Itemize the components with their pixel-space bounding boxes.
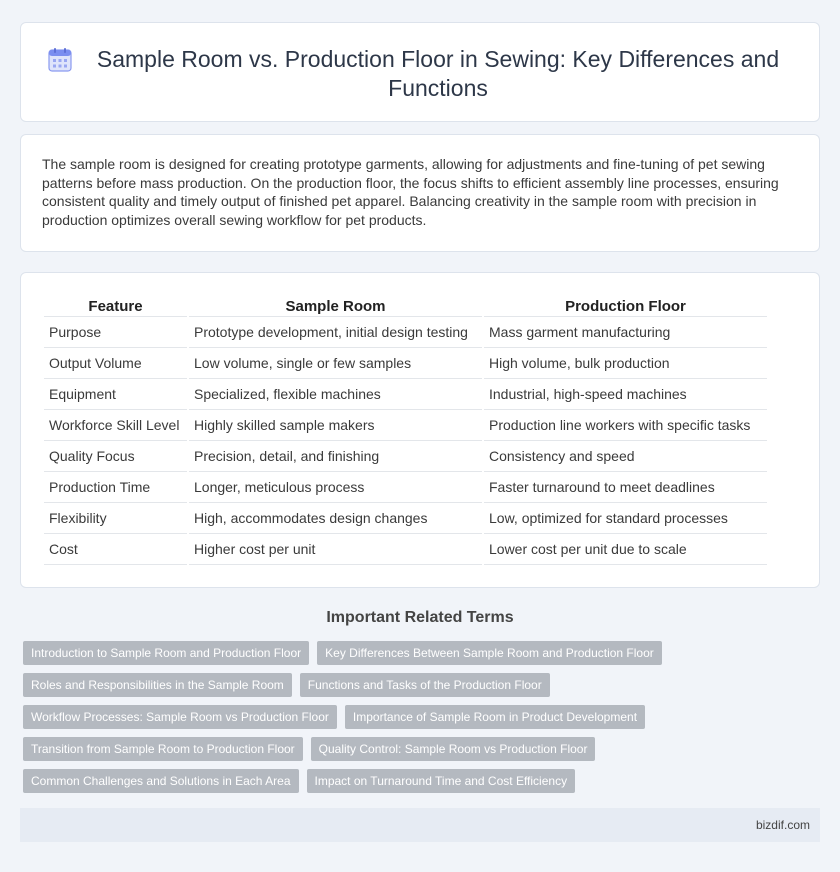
related-term-link[interactable]: Key Differences Between Sample Room and Production Floor [317, 641, 662, 665]
related-terms-row [23, 641, 823, 665]
table-row [44, 317, 767, 348]
cell-feature: Production Time [44, 472, 187, 503]
related-terms-row [23, 705, 823, 729]
header-production-floor: Production Floor [484, 297, 767, 317]
table-header-row [44, 297, 767, 317]
related-term-link[interactable]: Workflow Processes: Sample Room vs Production Floor [23, 705, 337, 729]
table-row [44, 534, 767, 565]
related-terms-row [23, 673, 823, 697]
related-terms-list [23, 641, 823, 801]
cell-production-floor: Industrial, high-speed machines [484, 379, 767, 410]
related-terms-row [23, 769, 823, 793]
cell-feature: Equipment [44, 379, 187, 410]
table-row [44, 410, 767, 441]
cell-production-floor: High volume, bulk production [484, 348, 767, 379]
related-terms-heading: Important Related Terms [326, 609, 514, 626]
comparison-table-card [20, 272, 820, 588]
header-feature: Feature [44, 297, 187, 317]
cell-sample-room: Specialized, flexible machines [189, 379, 482, 410]
cell-feature: Workforce Skill Level [44, 410, 187, 441]
title-row [47, 45, 797, 103]
cell-production-floor: Production line workers with specific tasks [484, 410, 767, 441]
intro-card [20, 134, 820, 252]
cell-sample-room: Highly skilled sample makers [189, 410, 482, 441]
related-term-link[interactable]: Introduction to Sample Room and Production Floor [23, 641, 309, 665]
cell-feature: Purpose [44, 317, 187, 348]
cell-sample-room: Low volume, single or few samples [189, 348, 482, 379]
table-row [44, 348, 767, 379]
cell-sample-room: High, accommodates design changes [189, 503, 482, 534]
intro-paragraph: The sample room is designed for creating prototype garments, allowing for adjustments and fine-tuning of pet sewing patterns before mass production. On the production floor, the focus shifts to efficient assembly line processes, ensuring consistent quality and timely output of finished pet apparel. Balancing creativity in the sample room with precision in production optimizes overall sewing workflow for pet products. [42, 156, 779, 228]
cell-production-floor: Consistency and speed [484, 441, 767, 472]
page-title: Sample Room vs. Production Floor in Sewing: Key Differences and Functions [96, 46, 780, 101]
related-terms-row [23, 737, 823, 761]
cell-production-floor: Lower cost per unit due to scale [484, 534, 767, 565]
footer [20, 808, 820, 842]
cell-sample-room: Precision, detail, and finishing [189, 441, 482, 472]
related-term-link[interactable]: Transition from Sample Room to Production Floor [23, 737, 303, 761]
cell-sample-room: Longer, meticulous process [189, 472, 482, 503]
cell-feature: Cost [44, 534, 187, 565]
table-row [44, 379, 767, 410]
table-row [44, 503, 767, 534]
title-card [20, 22, 820, 122]
cell-production-floor: Low, optimized for standard processes [484, 503, 767, 534]
comparison-table [42, 297, 769, 565]
related-term-link[interactable]: Functions and Tasks of the Production Floor [300, 673, 550, 697]
related-term-link[interactable]: Impact on Turnaround Time and Cost Efficiency [307, 769, 576, 793]
related-term-link[interactable]: Quality Control: Sample Room vs Production Floor [311, 737, 596, 761]
cell-sample-room: Prototype development, initial design testing [189, 317, 482, 348]
header-sample-room: Sample Room [189, 297, 482, 317]
related-term-link[interactable]: Importance of Sample Room in Product Development [345, 705, 645, 729]
cell-feature: Quality Focus [44, 441, 187, 472]
cell-sample-room: Higher cost per unit [189, 534, 482, 565]
related-term-link[interactable]: Roles and Responsibilities in the Sample Room [23, 673, 292, 697]
cell-feature: Flexibility [44, 503, 187, 534]
table-row [44, 441, 767, 472]
cell-production-floor: Faster turnaround to meet deadlines [484, 472, 767, 503]
footer-site-link[interactable]: bizdif.com [755, 818, 810, 832]
table-row [44, 472, 767, 503]
cell-feature: Output Volume [44, 348, 187, 379]
calendar-icon [47, 47, 73, 73]
related-term-link[interactable]: Common Challenges and Solutions in Each Area [23, 769, 299, 793]
cell-production-floor: Mass garment manufacturing [484, 317, 767, 348]
